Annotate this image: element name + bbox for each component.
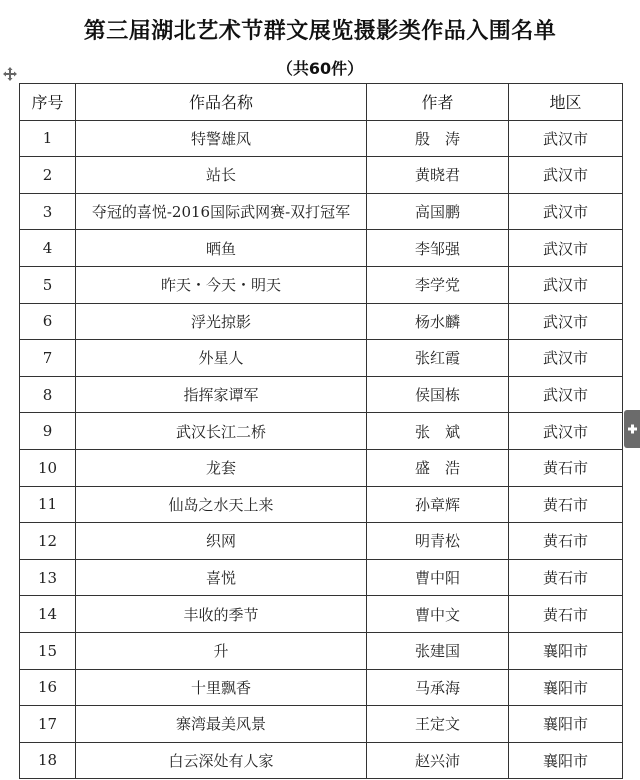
move-icon[interactable] bbox=[2, 66, 18, 82]
table-row bbox=[20, 523, 623, 560]
header-author: 作者 bbox=[367, 84, 509, 121]
cell-index: 14 bbox=[20, 596, 76, 633]
cell-author: 曹中阳 bbox=[367, 559, 509, 596]
header-region: 地区 bbox=[509, 84, 623, 121]
cell-work-title: 夺冠的喜悦-2016国际武网赛-双打冠军 bbox=[76, 193, 367, 230]
cell-index: 6 bbox=[20, 303, 76, 340]
cell-region: 黄石市 bbox=[509, 486, 623, 523]
cell-index: 11 bbox=[20, 486, 76, 523]
cell-region: 襄阳市 bbox=[509, 742, 623, 779]
cell-index: 12 bbox=[20, 523, 76, 560]
cell-work-title: 织网 bbox=[76, 523, 367, 560]
cell-region: 武汉市 bbox=[509, 157, 623, 194]
cell-work-title: 站长 bbox=[76, 157, 367, 194]
cell-work-title: 丰收的季节 bbox=[76, 596, 367, 633]
table-row bbox=[20, 596, 623, 633]
cell-index: 5 bbox=[20, 266, 76, 303]
table-row bbox=[20, 120, 623, 157]
header-work-title: 作品名称 bbox=[76, 84, 367, 121]
cell-author: 高国鹏 bbox=[367, 193, 509, 230]
cell-region: 武汉市 bbox=[509, 340, 623, 377]
cell-region: 襄阳市 bbox=[509, 632, 623, 669]
cell-index: 2 bbox=[20, 157, 76, 194]
plus-icon bbox=[624, 410, 640, 448]
table-row bbox=[20, 376, 623, 413]
table-row bbox=[20, 559, 623, 596]
cell-work-title: 昨天・今天・明天 bbox=[76, 266, 367, 303]
cell-work-title: 特警雄风 bbox=[76, 120, 367, 157]
table-row bbox=[20, 340, 623, 377]
cell-author: 杨水麟 bbox=[367, 303, 509, 340]
cell-work-title: 浮光掠影 bbox=[76, 303, 367, 340]
cell-index: 10 bbox=[20, 449, 76, 486]
cell-author: 张 斌 bbox=[367, 413, 509, 450]
page-subtitle: （共60件） bbox=[276, 59, 364, 78]
cell-region: 黄石市 bbox=[509, 449, 623, 486]
cell-work-title: 武汉长江二桥 bbox=[76, 413, 367, 450]
cell-region: 武汉市 bbox=[509, 376, 623, 413]
cell-region: 武汉市 bbox=[509, 120, 623, 157]
cell-index: 3 bbox=[20, 193, 76, 230]
cell-work-title: 十里飘香 bbox=[76, 669, 367, 706]
table-row bbox=[20, 193, 623, 230]
table-row bbox=[20, 669, 623, 706]
cell-work-title: 升 bbox=[76, 632, 367, 669]
cell-work-title: 仙岛之水天上来 bbox=[76, 486, 367, 523]
cell-author: 侯国栋 bbox=[367, 376, 509, 413]
cell-work-title: 白云深处有人家 bbox=[76, 742, 367, 779]
cell-index: 15 bbox=[20, 632, 76, 669]
table-row bbox=[20, 230, 623, 267]
table-row bbox=[20, 706, 623, 743]
cell-author: 李学党 bbox=[367, 266, 509, 303]
cell-region: 武汉市 bbox=[509, 230, 623, 267]
cell-author: 曹中文 bbox=[367, 596, 509, 633]
cell-author: 张红霞 bbox=[367, 340, 509, 377]
cell-index: 18 bbox=[20, 742, 76, 779]
table-row bbox=[20, 486, 623, 523]
finalist-table bbox=[19, 83, 623, 779]
table-row bbox=[20, 742, 623, 779]
cell-index: 1 bbox=[20, 120, 76, 157]
cell-author: 张建国 bbox=[367, 632, 509, 669]
cell-work-title: 喜悦 bbox=[76, 559, 367, 596]
cell-region: 武汉市 bbox=[509, 266, 623, 303]
cell-author: 明青松 bbox=[367, 523, 509, 560]
cell-region: 武汉市 bbox=[509, 413, 623, 450]
cell-index: 16 bbox=[20, 669, 76, 706]
cell-work-title: 外星人 bbox=[76, 340, 367, 377]
cell-index: 8 bbox=[20, 376, 76, 413]
cell-author: 马承海 bbox=[367, 669, 509, 706]
cell-region: 武汉市 bbox=[509, 303, 623, 340]
cell-index: 9 bbox=[20, 413, 76, 450]
cell-region: 黄石市 bbox=[509, 559, 623, 596]
cell-index: 4 bbox=[20, 230, 76, 267]
cell-index: 13 bbox=[20, 559, 76, 596]
table-row bbox=[20, 632, 623, 669]
cell-region: 襄阳市 bbox=[509, 669, 623, 706]
cell-region: 黄石市 bbox=[509, 523, 623, 560]
cell-region: 黄石市 bbox=[509, 596, 623, 633]
cell-region: 襄阳市 bbox=[509, 706, 623, 743]
table-row bbox=[20, 303, 623, 340]
cell-author: 孙章辉 bbox=[367, 486, 509, 523]
cell-author: 殷 涛 bbox=[367, 120, 509, 157]
expand-panel-button[interactable] bbox=[624, 410, 640, 448]
table-row bbox=[20, 449, 623, 486]
cell-index: 17 bbox=[20, 706, 76, 743]
cell-work-title: 龙套 bbox=[76, 449, 367, 486]
table-header-row bbox=[20, 84, 623, 121]
table-row bbox=[20, 413, 623, 450]
cell-work-title: 寨湾最美风景 bbox=[76, 706, 367, 743]
cell-author: 王定文 bbox=[367, 706, 509, 743]
cell-region: 武汉市 bbox=[509, 193, 623, 230]
page-title: 第三届湖北艺术节群文展览摄影类作品入围名单 bbox=[83, 19, 557, 44]
cell-author: 李邹强 bbox=[367, 230, 509, 267]
header-index: 序号 bbox=[20, 84, 76, 121]
table-row bbox=[20, 157, 623, 194]
cell-author: 赵兴沛 bbox=[367, 742, 509, 779]
cell-index: 7 bbox=[20, 340, 76, 377]
cell-work-title: 指挥家谭军 bbox=[76, 376, 367, 413]
cell-work-title: 晒鱼 bbox=[76, 230, 367, 267]
table-row bbox=[20, 266, 623, 303]
cell-author: 盛 浩 bbox=[367, 449, 509, 486]
cell-author: 黄晓君 bbox=[367, 157, 509, 194]
